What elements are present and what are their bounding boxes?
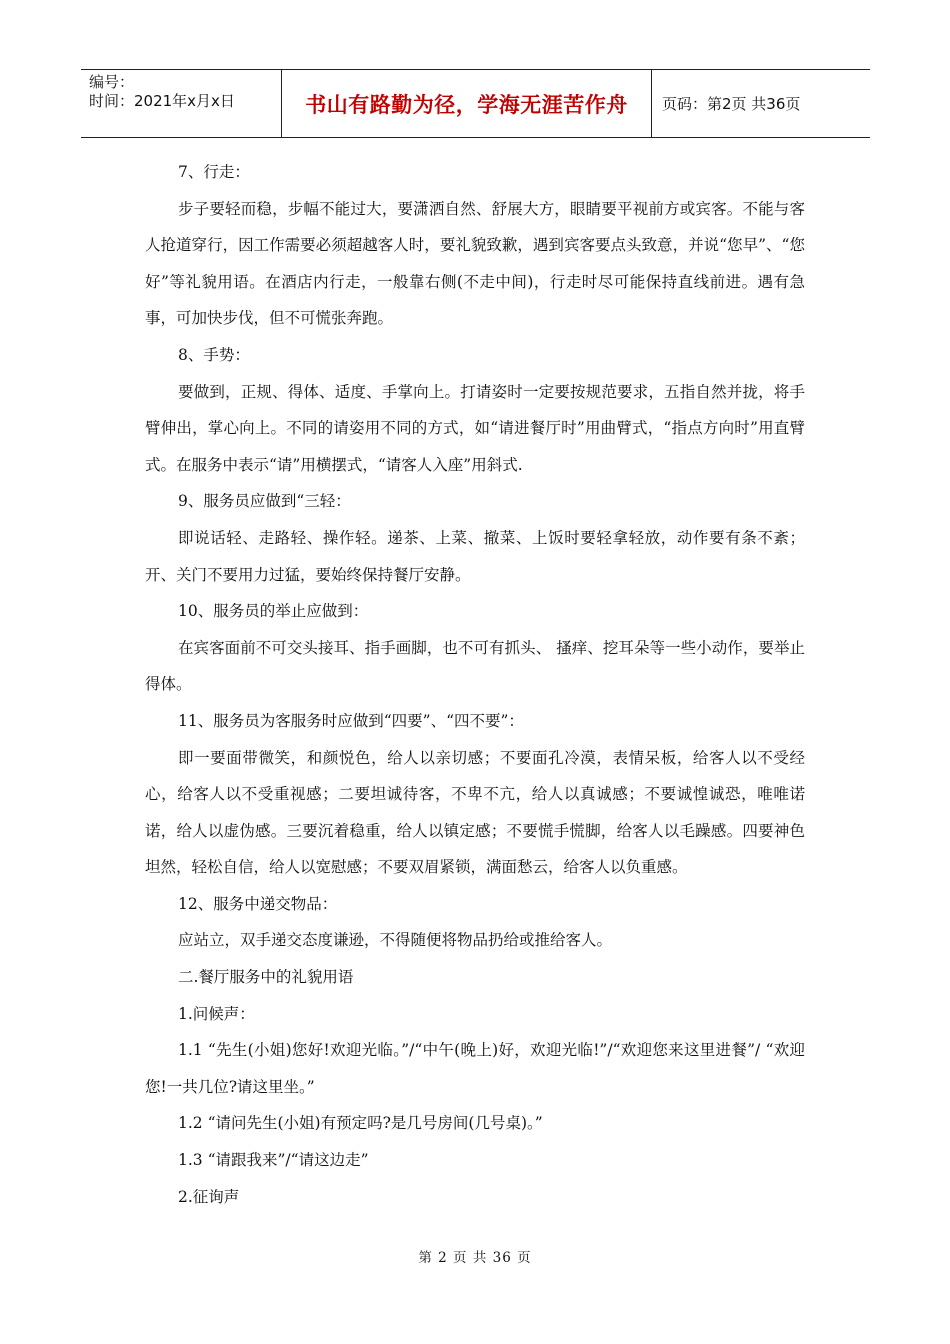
body-paragraph: 即说话轻、走路轻、操作轻。递茶、上菜、撤菜、上饭时要轻拿轻放，动作要有条不紊；开、关门不要用力过猛，要始终保持餐厅安静。	[145, 528, 805, 584]
body-paragraph: 二.餐厅服务中的礼貌用语	[178, 968, 354, 987]
document-body	[145, 154, 805, 1215]
body-paragraph: 9、服务员应做到“三轻：	[178, 492, 351, 511]
document-date-label: 时间：2021年x月x日	[89, 92, 235, 110]
header-motto-cell	[282, 70, 652, 137]
body-paragraph: 10、服务员的举止应做到：	[178, 602, 369, 621]
header-meta-cell	[81, 70, 282, 137]
body-paragraph: 2.征询声	[178, 1187, 240, 1206]
document-header	[81, 69, 870, 138]
footer-page-number: 第 2 页 共 36 页	[418, 1250, 532, 1266]
body-paragraph: 在宾客面前不可交头接耳、指手画脚，也不可有抓头、 搔痒、挖耳朵等一些小动作，要举止得体。	[145, 638, 805, 694]
body-paragraph: 1.3 “请跟我来”/“请这边走”	[178, 1151, 369, 1170]
body-paragraph: 7、行走：	[178, 163, 250, 181]
body-paragraph: 8、手势：	[178, 345, 250, 364]
body-paragraph: 步子要轻而稳，步幅不能过大，要潇洒自然、舒展大方，眼睛要平视前方或宾客。不能与客人抢道穿行，因工作需要必须超越客人时，要礼貌致歉，遇到宾客要点头致意，并说“您早”、“您好”等礼貌用语。在酒店内行走，一般靠右侧(不走中间)，行走时尽可能保持直线前进。遇有急事，可加快步伐，但不可慌张奔跑。	[145, 199, 805, 328]
body-paragraph: 1.1 “先生(小姐)您好!欢迎光临。”/“中午(晚上)好，欢迎光临!”/“欢迎您来这里进餐”/ “欢迎您!一共几位?请这里坐。”	[145, 1041, 805, 1096]
body-paragraph: 即一要面带微笑，和颜悦色，给人以亲切感；不要面孔冷漠，表情呆板，给客人以不受经心，给客人以不受重视感；二要坦诚待客，不卑不亢，给人以真诚感；不要诚惶诚恐，唯唯诺诺，给人以虚伪感。三要沉着稳重，给人以镇定感；不要慌手慌脚，给客人以毛躁感。四要神色坦然，轻松自信，给人以宽慰感；不要双眉紧锁，满面愁云，给客人以负重感。	[145, 748, 805, 877]
body-paragraph: 12、服务中递交物品：	[178, 894, 338, 913]
header-page-info: 页码：第2页 共36页	[662, 95, 801, 113]
document-number-label: 编号：	[89, 73, 135, 91]
body-paragraph: 11、服务员为客服务时应做到“四要”、“四不要”：	[178, 711, 524, 730]
header-page-cell	[652, 70, 870, 137]
body-paragraph: 1.2 “请问先生(小姐)有预定吗?是几号房间(几号桌)。”	[178, 1114, 543, 1133]
page-footer	[0, 1246, 950, 1266]
header-motto: 书山有路勤为径，学海无涯苦作舟	[305, 92, 628, 117]
body-paragraph: 1.问候声：	[178, 1004, 255, 1023]
body-paragraph: 要做到，正规、得体、适度、手掌向上。打请姿时一定要按规范要求，五指自然并拢，将手臂伸出，掌心向上。不同的请姿用不同的方式，如“请进餐厅时”用曲臂式，“指点方向时”用直臂式。在服务中表示“请”用横摆式，“请客人入座”用斜式.	[145, 382, 805, 474]
body-paragraph: 应站立，双手递交态度谦逊，不得随便将物品扔给或推给客人。	[178, 931, 613, 950]
